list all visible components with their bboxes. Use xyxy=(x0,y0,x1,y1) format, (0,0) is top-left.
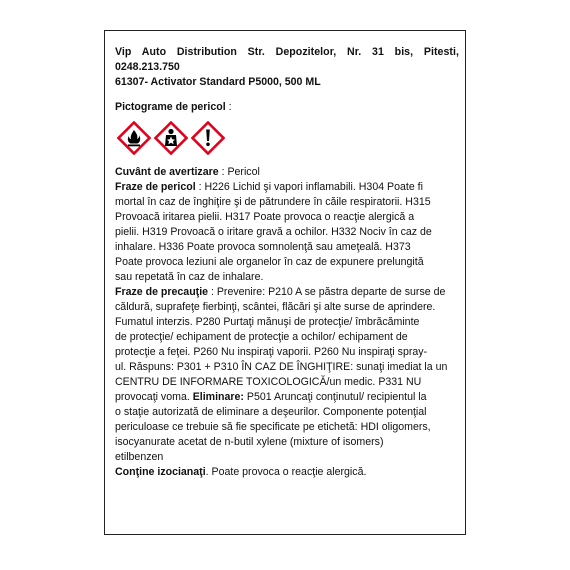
precaution-line: etilbenzen xyxy=(115,451,164,463)
precaution-line: Fumatul interzis. P280 Purtaţi mănuşi de protecţie/ îmbrăcăminte xyxy=(115,316,420,328)
hazard-label: Fraze de pericol xyxy=(115,181,196,193)
precaution-line: CENTRU DE INFORMARE TOXICOLOGICĂ/un medic. P331 NU xyxy=(115,376,422,388)
precaution-line: căldură, suprafeţe fierbinţi, scântei, flăcări şi alte surse de aprindere. xyxy=(115,301,436,313)
elimination-label: Eliminare: xyxy=(192,391,244,403)
hazard-line: Provoacă iritarea pielii. H317 Poate provoca o reacţie alergică a xyxy=(115,211,415,223)
pictograms-label: Pictograme de pericol xyxy=(115,101,226,113)
precaution-line: protecţie a feţei. P260 Nu inspiraţi vaporii. P260 Nu inspiraţi spray- xyxy=(115,346,428,358)
flame-pictogram-icon xyxy=(117,121,151,155)
company-line: Vip Auto Distribution Str. Depozitelor, Nr. 31 bis, Pitesti, xyxy=(115,46,459,58)
pictogram-row xyxy=(117,121,459,155)
precaution-line: provocaţi voma. Eliminare: P501 Aruncaţi conţinutul/ recipientul la xyxy=(115,391,427,403)
precaution-line: isocyanurate acetat de n-butil xylene (mixture of isomers) xyxy=(115,436,384,448)
precaution-line: de protecţie/ echipament de protecţie a ochilor/ echipament de xyxy=(115,331,408,343)
precaution-line: ul. Răspuns: P301 + P310 ÎN CAZ DE ÎNGHIŢIRE: sunaţi imediat la un xyxy=(115,361,448,373)
isocyanates-label: Conţine izocianaţi xyxy=(115,466,206,478)
precaution-line: Fraze de precauţie : Prevenire: P210 A se păstra departe de surse de xyxy=(115,286,446,298)
pictograms-heading xyxy=(115,100,459,115)
hazard-line: Fraze de pericol : H226 Lichid şi vapori inflamabili. H304 Poate fi xyxy=(115,181,423,193)
hazard-line: sau repetată în caz de inhalare. xyxy=(115,271,264,283)
precaution-label: Fraze de precauţie xyxy=(115,286,209,298)
pictograms-suffix: : xyxy=(225,101,232,113)
hazard-line: mortal în caz de înghiţire şi de pătrundere în căile respiratorii. H315 xyxy=(115,196,431,208)
precaution-line: periculoase ce trebuie să fie specificate pe etichetă: HDI oligomers, xyxy=(115,421,431,433)
precautionary-statements xyxy=(115,285,459,465)
health-hazard-pictogram-icon xyxy=(154,121,188,155)
product-label xyxy=(104,30,466,535)
isocyanates-value: . Poate provoca o reacţie alergică. xyxy=(205,466,367,478)
isocyanates-note xyxy=(115,465,459,480)
company-phone: 0248.213.750 xyxy=(115,61,180,73)
signal-word-value: : Pericol xyxy=(218,166,260,178)
signal-word xyxy=(115,165,459,180)
product-name: 61307- Activator Standard P5000, 500 ML xyxy=(115,76,321,88)
hazard-statements xyxy=(115,180,459,285)
label-content xyxy=(115,45,459,480)
signal-word-label: Cuvânt de avertizare xyxy=(115,166,219,178)
exclamation-pictogram-icon xyxy=(191,121,225,155)
precaution-line: o staţie autorizată de eliminare a deşeurilor. Componente potenţial xyxy=(115,406,427,418)
hazard-line: pielii. H319 Provoacă o iritare gravă a ochilor. H332 Nociv în caz de xyxy=(115,226,432,238)
hazard-line: inhalare. H336 Poate provoca somnolenţă sau ameţeală. H373 xyxy=(115,241,411,253)
hazard-line: Poate provoca leziuni ale organelor în caz de expunere prelungită xyxy=(115,256,424,268)
